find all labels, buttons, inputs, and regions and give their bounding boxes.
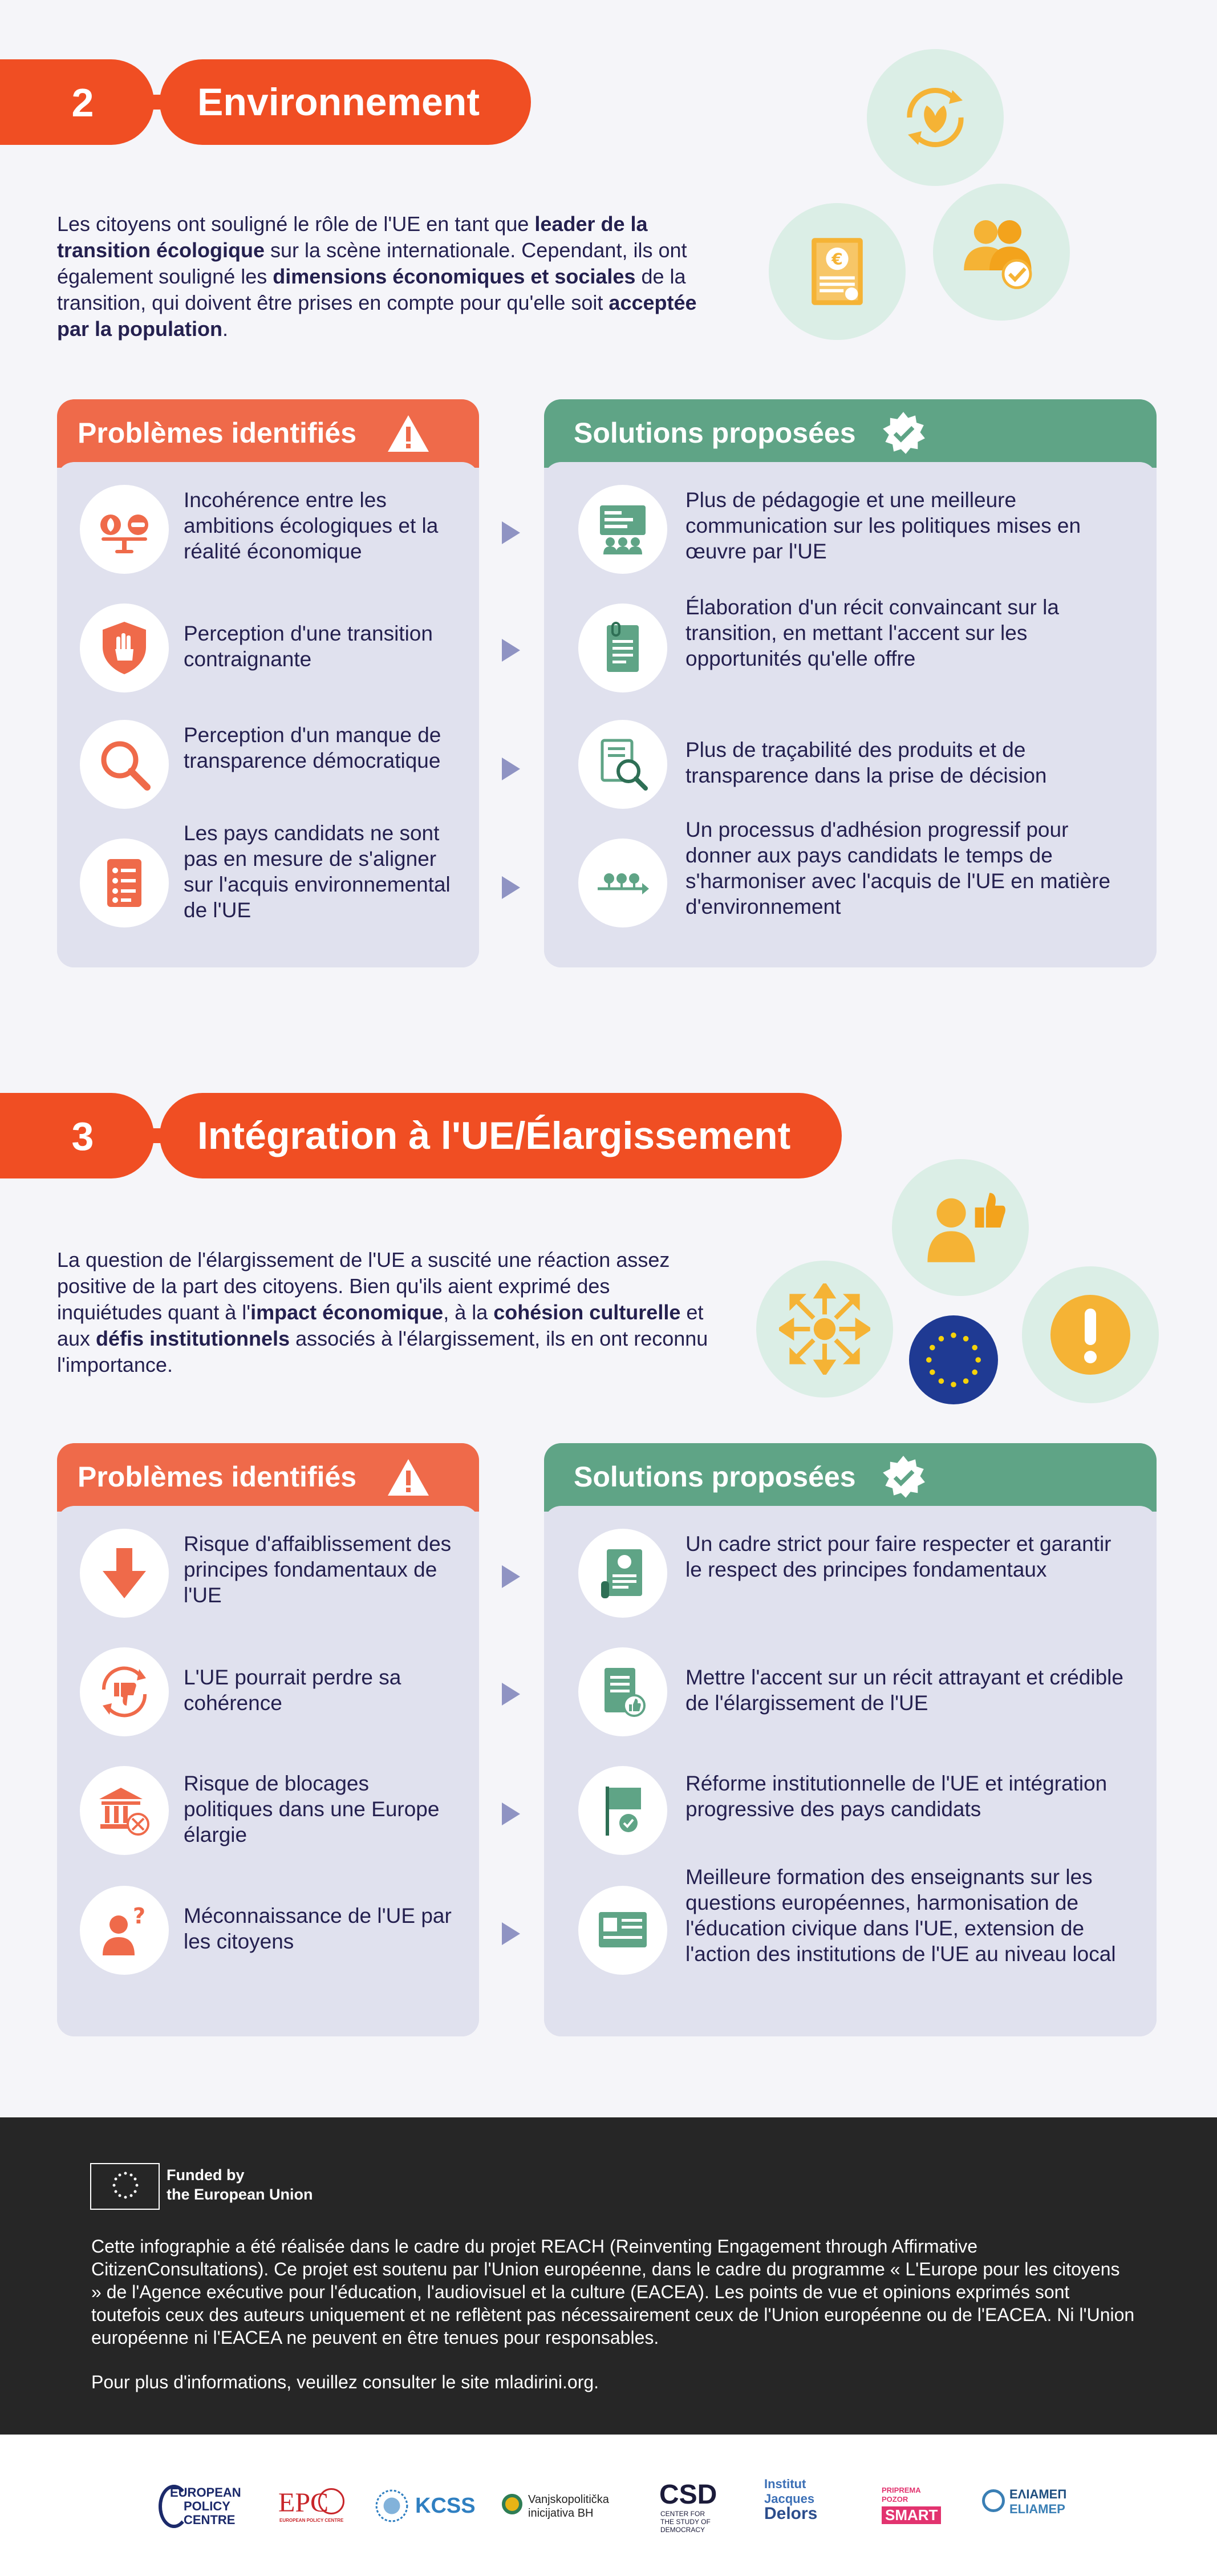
solution-text: Élaboration d'un récit convaincant sur la transition, en mettant l'accent sur les opportunités qu'elle offre: [685, 596, 1059, 670]
funded-line: the European Union: [167, 2186, 313, 2203]
intro-run-bold: acceptée par la population: [57, 291, 697, 341]
eliamep-sub: ELIAMEP: [1009, 2502, 1065, 2516]
presentation-board-icon: [594, 501, 651, 558]
section-number: 3: [71, 1114, 94, 1159]
problem-icon-circle: [80, 1886, 169, 1975]
solutions-label: Solutions proposées: [574, 1461, 856, 1493]
funded-by-text: [167, 2165, 313, 2204]
solution-icon-circle: [578, 839, 667, 927]
problems-label: Problèmes identifiés: [78, 417, 357, 449]
csd-sub: CENTER FOR THE STUDY OF DEMOCRACY: [660, 2510, 711, 2534]
section-title: Environnement: [197, 80, 480, 124]
epc-sub: EUROPEAN POLICY CENTRE: [279, 2518, 344, 2523]
delors-name: Institut Jacques Delors: [764, 2477, 818, 2523]
intro-run: La question de l'élargissement de l'UE a suscité une réaction assez positive de la part des citoyens. Bien qu'ils aient exprimé des inquiétudes quant à l': [57, 1248, 670, 1324]
disclaimer-text: Cette infographie a été réalisée dans le cadre du projet REACH (Reinventing Engagement through Affirmative CitizenConsultations). Ce projet est soutenu par l'Union européenne, dans le cadre du programme « L'Europe pour les citoyens » de l'Agence exécutive pour l'éducation, l'audiovisuel et la culture (EACEA). Les points de vue et opinions exprimés sont toutefois ceux des auteurs uniquement et ne reflètent pas nécessairement ceux de l'Union européenne ou de l'EACEA. Ni l'Union européenne ni l'EACEA ne peuvent en être tenues pour responsables.: [91, 2236, 1135, 2348]
arrow-right-icon: [502, 521, 520, 544]
kcss-globe-icon: [374, 2488, 409, 2524]
solutions-label: Solutions proposées: [574, 417, 856, 449]
problems-label: Problèmes identifiés: [78, 1461, 357, 1493]
smart-mark: SMART: [882, 2506, 941, 2524]
eu-stars-icon: [96, 2166, 155, 2206]
solution-icon-circle: [578, 720, 667, 809]
logo-smart: [878, 2482, 952, 2534]
solution-icon-circle: [578, 1886, 667, 1975]
epc-ring-icon: [318, 2488, 344, 2514]
arrow-down-icon: [96, 1545, 153, 1602]
logo-vanjskopoliticka: [502, 2482, 616, 2534]
stop-hand-shield-icon: [96, 619, 153, 677]
arrow-right-icon: [502, 1683, 520, 1706]
problem-icon-circle: [80, 485, 169, 574]
problem-icon-circle: [80, 1647, 169, 1736]
arrow-right-icon: [502, 1922, 520, 1945]
solution-text: Un processus d'adhésion progressif pour donner aux pays candidats le temps de s'harmoniser avec l'acquis de l'UE en matière d'environnement: [685, 818, 1111, 918]
problem-icon-circle: [80, 839, 169, 927]
problem-text: Méconnaissance de l'UE par les citoyens: [184, 1904, 452, 1953]
warning-icon: [387, 1457, 430, 1498]
partner-logos-bar: [0, 2435, 1217, 2576]
epc-mark: EPC: [278, 2488, 329, 2518]
problem-text: Perception d'une transition contraignante: [184, 622, 433, 671]
solution-text: Un cadre strict pour faire respecter et garantir le respect des principes fondamentaux: [685, 1532, 1111, 1581]
section-title-pill: [160, 59, 531, 145]
magnifier-icon: [96, 736, 153, 793]
solutions-panel: [544, 399, 1157, 967]
deco-circle-euro: [769, 203, 906, 340]
euro-document-icon: [797, 226, 877, 317]
arrow-right-icon: [502, 1803, 520, 1825]
footer: [0, 2117, 1217, 2435]
deco-circle-exclamation: [1022, 1266, 1159, 1403]
more-info-text: Pour plus d'informations, veuillez consulter le site mladirini.org.: [91, 2372, 599, 2392]
recycling-leaf-icon: [893, 75, 978, 160]
problem-text: Risque de blocages politiques dans une Europe élargie: [184, 1772, 440, 1846]
problems-header: [57, 1443, 479, 1512]
intro-run: sur la scène internationale. Cependant, ils ont également souligné les: [57, 238, 687, 288]
logo-eliamep: [982, 2482, 1073, 2534]
intro-run-bold: impact économique: [250, 1301, 444, 1324]
problems-body: [57, 462, 479, 967]
intro-run: et aux: [57, 1301, 704, 1350]
solution-icon-circle: [578, 1766, 667, 1855]
logo-institut-delors: [764, 2477, 844, 2534]
section-number-badge: [0, 1093, 154, 1178]
problem-icon-circle: [80, 1766, 169, 1855]
problem-icon-circle: [80, 1529, 169, 1618]
problem-icon-circle: [80, 604, 169, 692]
problems-body: [57, 1506, 479, 2036]
exclamation-icon: [1050, 1295, 1130, 1375]
problems-panel: [57, 399, 479, 967]
flag-check-icon: [594, 1782, 651, 1839]
section-number: 2: [71, 80, 94, 125]
document-thumbs-up-icon: [594, 1663, 651, 1720]
solution-text: Plus de pédagogie et une meilleure communication sur les politiques mises en œuvre par l'UE: [685, 488, 1081, 563]
expansion-arrows-icon: [779, 1283, 870, 1375]
intro-run: associés à l'élargissement, ils en ont reconnu l'importance.: [57, 1327, 708, 1376]
problem-text: Perception d'un manque de transparence démocratique: [184, 723, 441, 772]
solution-text: Meilleure formation des enseignants sur les questions européennes, harmonisation de l'éducation civique dans l'UE, extension de l'action des institutions de l'UE au niveau local: [685, 1865, 1116, 1966]
vi-name: Vanjskopolitička inicijativa BH: [528, 2493, 609, 2520]
eu-flag-logo: [90, 2163, 160, 2210]
arrow-right-icon: [502, 639, 520, 662]
svg-text:?: ?: [132, 1903, 146, 1929]
solution-icon-circle: [578, 604, 667, 692]
funded-line: Funded by: [167, 2166, 245, 2184]
person-question-icon: [96, 1902, 153, 1959]
intro-run: de la transition, qui doivent être prises en compte pour qu'elle soit: [57, 265, 686, 314]
epc-name: EUROPEAN POLICY CENTRE: [170, 2485, 241, 2527]
document-magnifier-icon: [594, 736, 651, 793]
section-intro: [57, 211, 719, 342]
intro-run: .: [222, 317, 229, 341]
eliamep-mark: ΕΛΙΑΜΕΠ: [1009, 2487, 1067, 2501]
eu-flag-circle: [909, 1315, 998, 1404]
arrow-right-icon: [502, 876, 520, 899]
section-title-pill: [160, 1093, 842, 1178]
intro-run-bold: leader de la transition écologique: [57, 212, 648, 262]
solution-text: Plus de traçabilité des produits et de transparence dans la prise de décision: [685, 738, 1047, 787]
intro-run-bold: défis institutionnels: [96, 1327, 290, 1350]
intro-run-bold: cohésion culturelle: [493, 1301, 681, 1324]
solution-icon-circle: [578, 1529, 667, 1618]
thumbs-down-cycle-icon: [96, 1663, 153, 1720]
csd-mark: CSD: [659, 2480, 717, 2510]
section-number-badge: [0, 59, 154, 145]
deco-circle-expansion: [756, 1261, 893, 1398]
problem-icon-circle: [80, 720, 169, 809]
intro-run: , à la: [443, 1301, 494, 1324]
logo-kcss: [374, 2482, 477, 2534]
scale-leaf-coin-icon: [96, 501, 153, 558]
eliamep-circle-icon: [982, 2489, 1005, 2512]
problem-text: Les pays candidats ne sont pas en mesure de s'aligner sur l'acquis environnemental de l'UE: [184, 821, 451, 922]
solutions-body: [544, 1506, 1157, 2036]
eu-flag-icon: [919, 1326, 988, 1394]
solution-text: Réforme institutionnelle de l'UE et intégration progressive des pays candidats: [685, 1772, 1108, 1821]
svg-text:€: €: [831, 249, 843, 269]
people-check-icon: [953, 206, 1044, 298]
logo-epc-brussels: [275, 2482, 349, 2534]
certificate-scroll-icon: [594, 1545, 651, 1602]
logo-csd: [656, 2482, 719, 2534]
check-badge-icon: [881, 1455, 926, 1500]
arrow-right-icon: [502, 758, 520, 780]
solution-icon-circle: [578, 1647, 667, 1736]
intro-run: Les citoyens ont souligné le rôle de l'UE en tant que: [57, 212, 535, 236]
section-title: Intégration à l'UE/Élargissement: [197, 1114, 791, 1157]
section-integration: [0, 1027, 1217, 2082]
solutions-panel: [544, 1443, 1157, 2036]
check-badge-icon: [881, 411, 926, 456]
solution-text: Mettre l'accent sur un récit attrayant et crédible de l'élargissement de l'UE: [685, 1666, 1123, 1715]
section-environnement: [0, 0, 1217, 1027]
problems-panel: [57, 1443, 479, 2036]
deco-circle-recycle: [867, 49, 1004, 186]
smart-tag: PRIPREMA POZOR: [882, 2486, 921, 2504]
problem-text: Incohérence entre les ambitions écologiques et la réalité économique: [184, 488, 439, 563]
solution-icon-circle: [578, 485, 667, 574]
warning-icon: [387, 413, 430, 454]
section-intro: [57, 1247, 713, 1378]
id-card-board-icon: [594, 1902, 651, 1959]
person-thumbs-up-icon: [915, 1182, 1006, 1273]
timeline-arrow-icon: [594, 854, 651, 912]
problem-text: Risque d'affaiblissement des principes fondamentaux de l'UE: [184, 1532, 452, 1607]
document-clip-icon: [594, 619, 651, 677]
vi-dot-icon: [502, 2494, 522, 2514]
problems-header: [57, 399, 479, 468]
arrow-right-icon: [502, 1565, 520, 1588]
intro-run-bold: dimensions économiques et sociales: [273, 265, 636, 288]
kcss-mark: KCSS: [415, 2494, 476, 2518]
checklist-icon: [96, 854, 153, 912]
problem-text: L'UE pourrait perdre sa cohérence: [184, 1666, 401, 1715]
deco-circle-people: [933, 184, 1070, 321]
solutions-header: [544, 1443, 1157, 1512]
institution-blocked-icon: [96, 1782, 153, 1839]
deco-circle-person: [892, 1159, 1029, 1296]
logo-european-policy-centre: [159, 2482, 250, 2534]
solutions-header: [544, 399, 1157, 468]
solutions-body: [544, 462, 1157, 967]
